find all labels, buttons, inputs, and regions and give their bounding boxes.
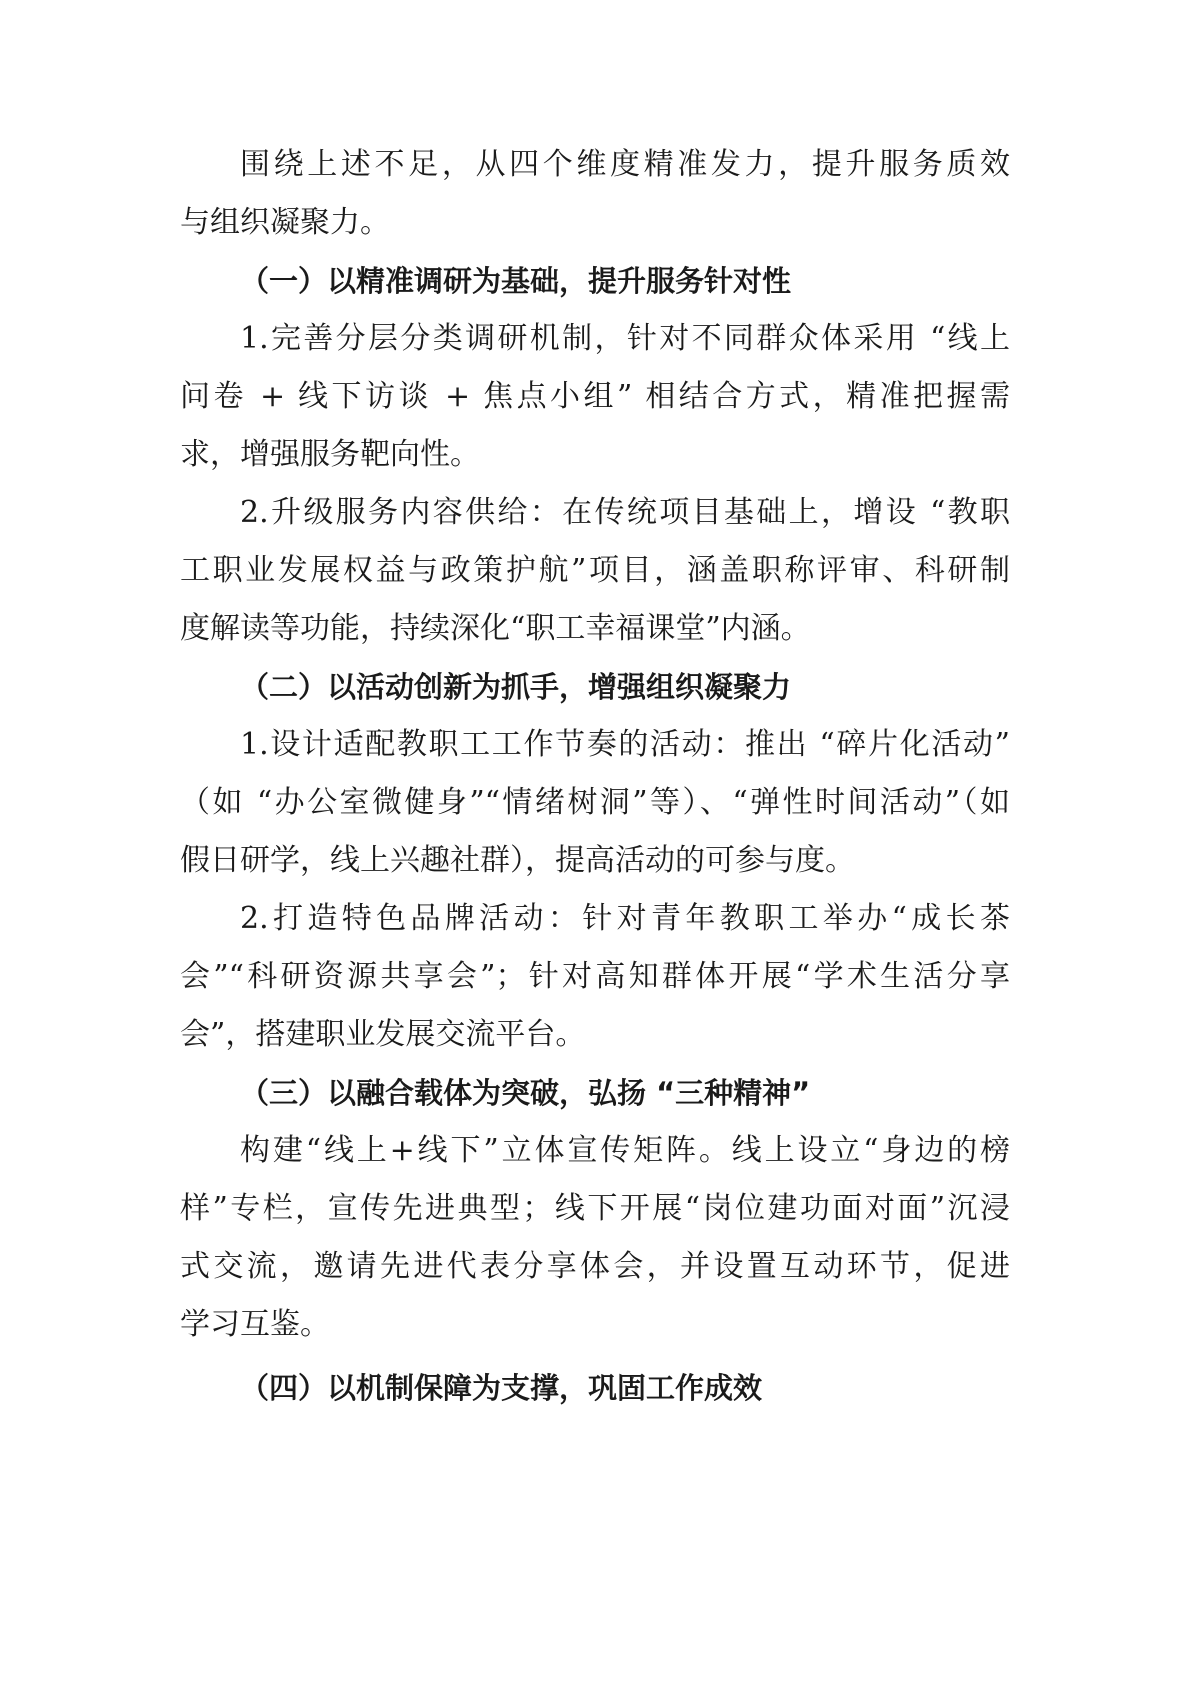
paragraph-line: 2.打造特色品牌活动：针对青年教职工举办“成长茶 xyxy=(240,901,1010,936)
paragraph-line: 会”“科研资源共享会”；针对高知群体开展“学术生活分享 xyxy=(180,959,1010,994)
paragraph-line: 工职业发展权益与政策护航”项目，涵盖职称评审、科研制 xyxy=(180,553,1010,588)
section-heading-4: （四）以机制保障为支撑，巩固工作成效 xyxy=(240,1371,763,1405)
paragraph-line: 度解读等功能，持续深化“职工幸福课堂”内涵。 xyxy=(180,611,811,646)
section-heading-2: （二）以活动创新为抓手，增强组织凝聚力 xyxy=(240,670,792,704)
paragraph-line: 求，增强服务靶向性。 xyxy=(180,437,480,472)
paragraph-line: 样”专栏，宣传先进典型；线下开展“岗位建功面对面”沉浸 xyxy=(180,1191,1010,1226)
paragraph-line: 围绕上述不足，从四个维度精准发力，提升服务质效 xyxy=(240,147,1010,182)
paragraph-line: 与组织凝聚力。 xyxy=(180,205,390,240)
paragraph-line: 假日研学，线上兴趣社群），提高活动的可参与度。 xyxy=(180,843,855,878)
paragraph-line: 2.升级服务内容供给：在传统项目基础上，增设 “教职 xyxy=(240,495,1010,530)
section-heading-3: （三）以融合载体为突破，弘扬 “三种精神” xyxy=(240,1076,811,1110)
paragraph-line: 学习互鉴。 xyxy=(180,1307,330,1342)
paragraph-line: 式交流，邀请先进代表分享体会，并设置互动环节，促进 xyxy=(180,1249,1010,1284)
paragraph-line: 构建“线上+线下”立体宣传矩阵。线上设立“身边的榜 xyxy=(240,1133,1010,1168)
paragraph-line: 会”，搭建职业发展交流平台。 xyxy=(180,1017,586,1052)
paragraph-line: 1.设计适配教职工工作节奏的活动：推出 “碎片化活动” xyxy=(240,727,1010,762)
section-heading-1: （一）以精准调研为基础，提升服务针对性 xyxy=(240,264,792,298)
paragraph-line: 1.完善分层分类调研机制，针对不同群众体采用 “线上 xyxy=(240,321,1010,356)
paragraph-line: （如 “办公室微健身”“情绪树洞”等）、“弹性时间活动”（如 xyxy=(180,785,1010,820)
paragraph-line: 问卷 + 线下访谈 + 焦点小组” 相结合方式，精准把握需 xyxy=(180,379,1010,414)
